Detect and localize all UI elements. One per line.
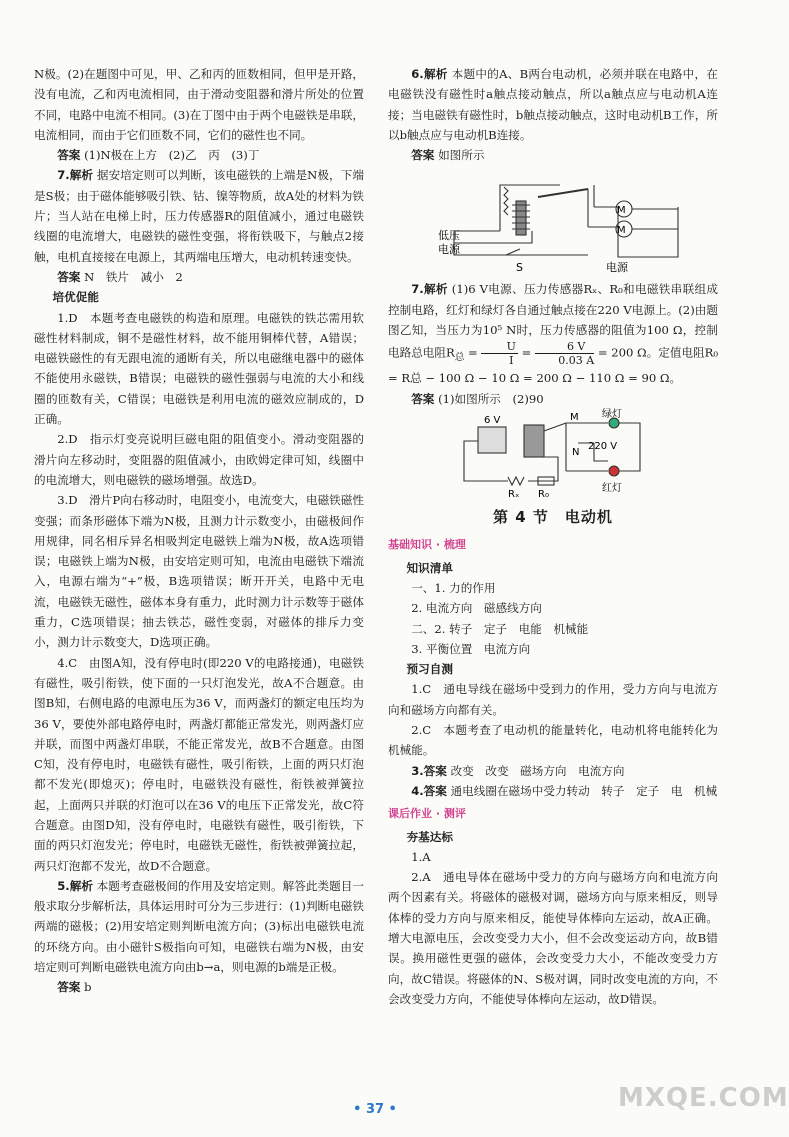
answer-label: 答案 [423, 783, 447, 798]
analysis-text-2: 200 Ω。定值电阻R₀ = R总 − 100 Ω − 10 Ω = 200 Ω − 110 Ω = 90 Ω。 [388, 345, 719, 386]
rx-label: Rₓ [508, 489, 520, 501]
fraction-u-over-i [481, 340, 517, 367]
preview-item-3 [388, 761, 718, 781]
intro-text: N极。(2)在题图中可见，甲、乙和丙的匝数相同，但甲是开路，没有电流，乙和丙电流相同，由于滑动变阻器和滑片所处的位置不同，电路中电流不相同。(3)在丁图中由于两个电磁铁是串联，电流相同，而由于它们匝数不同，它们的磁性也不同。 [34, 67, 364, 142]
knowledge-item: 2. 电流方向 磁感线方向 [411, 601, 542, 616]
item-2: 2.D 指示灯变亮说明巨磁电阻的阻值变小。滑动变阻器的滑片向左移动时，变阻器的阻值减小，由欧姆定律可知，线圈中的电流增大，则电磁铁的磁场增强。故选D。 [34, 432, 364, 487]
q7-analysis [388, 279, 718, 388]
rx-resistor [508, 477, 524, 485]
answer-text: 如图所示 [438, 148, 485, 163]
answer-text: (1)如图所示 (2)90 [438, 391, 544, 406]
homework-title: 夯基达标 [406, 829, 453, 844]
answer-text: 通电线圈在磁场中受力转动 转子 定子 电 机械 [450, 783, 718, 798]
equals: = [594, 345, 608, 360]
q-num: 3. [411, 763, 424, 778]
analysis-label: 解析 [423, 67, 448, 81]
electromagnet [524, 425, 544, 457]
analysis-label: 解析 [423, 282, 448, 297]
answer-6 [34, 145, 364, 165]
analysis-text: 据安培定则可以判断，该电磁铁的上端是N极，下端是S极；由于磁体能够吸引铁、钴、镍等物质，故A处的材料为铁片；当人站在电梯上时，压力传感器R的阻值减小，通过电磁铁线圈的电流增大，电磁铁的磁性变强，将衔铁吸下，与触点2接触，电机直接接在电源上，其两端电压增大，电动机转速变快。 [34, 168, 364, 264]
item-4: 4.C 由图A知，没有停电时(即220 V的电路接通)，电磁铁有磁性，吸引衔铁，使下面的一只灯泡发光，故A不合题意。由图B知，右侧电路的电源电压为36 V，而两盏灯的额定电压均为36 V，要使外部电路停电时，两盏灯都能正常发光，则两盏灯应并联，而图中两盏灯串联，不能正常发光，故B不合题意。由图C知，没有停电时，电磁铁有磁性，吸引衔铁，上面的两只灯泡都不发光(即熄灭)；停电时，电磁铁没有磁性，衔铁被弹簧拉起，上面两只并联的灯泡可以在36 V的电压下正常发光，故C符合题意。由图D知，没有停电时，电磁铁有磁性，吸引衔铁，下面的两只灯泡发光；停电时，电磁铁无磁性，衔铁被弹簧拉起，两只灯泡都不发光，故D不合题意。 [34, 655, 365, 873]
item-3: 3.D 滑片P向右移动时，电阻变小，电流变大，电磁铁磁性变强；而条形磁体下端为N极，且测力计示数变小，由磁极间作用规律，同名相斥异名相吸判定电磁铁上端为N极，故A选项错误；电磁铁上端为N极，由安培定则可知，电流由电磁铁下端流入，电源右端为“+”极，B选项错误；断开开关，电路中无电流，电磁铁无磁性，磁体本身有重力，此时测力计示数等于磁体重力，C选项错误；抽去铁芯，磁性变弱，对磁体的排斥力变小，测力计示数变大，D选项正确。 [34, 493, 364, 650]
q-num: 6. [411, 67, 424, 81]
left-column [34, 64, 364, 998]
electromagnet-core [516, 201, 526, 235]
subscript: 总 [454, 352, 465, 364]
numerator: U [481, 340, 517, 354]
answer-7 [388, 389, 718, 409]
m-label: M [570, 412, 579, 424]
subsection-peiyou: 培优促能 [52, 290, 99, 305]
fraction-values [535, 340, 594, 367]
q7-analysis [34, 165, 364, 266]
answer-text: (1)N极在上方 (2)乙 丙 (3)丁 [84, 148, 260, 163]
low-source-label-2: 电源 [438, 243, 460, 257]
n-label: N [572, 447, 580, 459]
v220-label: 220 V [588, 441, 618, 453]
motor-b-label: M [617, 225, 626, 237]
denominator: 0.03 A [558, 354, 595, 368]
answer-text: N 铁片 减小 2 [84, 269, 183, 284]
analysis-text: 本题中的A、B两台电动机，必须并联在电路中，在电磁铁没有磁性时a触点接动触点，所以a触点应与电动机A连接；当电磁铁有磁性时，b触点接动触点，这时电动机B工作，所以b触点应与电动机B连接。 [388, 67, 718, 142]
analysis-label: 解析 [69, 878, 93, 893]
knowledge-list-title: 知识清单 [406, 560, 453, 575]
answer-label: 答案 [423, 763, 447, 778]
knowledge-item: 一、1. 力的作用 [411, 580, 496, 595]
tag-homework: 课后作业 · 测评 [388, 807, 466, 821]
preview-test-title: 预习自测 [406, 662, 453, 677]
equals: = [464, 345, 482, 360]
switch-label: S [516, 261, 523, 275]
armature-frame [500, 185, 560, 231]
preview-item-4 [388, 781, 718, 801]
knowledge-item: 3. 平衡位置 电流方向 [411, 641, 531, 656]
answer-label: 答案 [411, 148, 435, 163]
low-source-label: 低压 [438, 229, 460, 243]
answer-5 [34, 977, 364, 997]
answer-label: 答案 [57, 980, 81, 995]
numerator: 6 V [535, 340, 594, 354]
red-label: 红灯 [602, 483, 622, 495]
denominator: I [509, 354, 514, 368]
spring [504, 187, 508, 215]
right-column [388, 64, 718, 1009]
homework-item-1: 1.A [411, 849, 431, 864]
answer-text: 改变 改变 磁场方向 电流方向 [450, 763, 625, 778]
q-num: 7. [57, 168, 70, 183]
section-title: 第 4 节 电动机 [493, 508, 613, 527]
homework-item-2: 2.A 通电导体在磁场中受力的方向与磁场方向和电流方向两个因素有关。将磁体的磁极对调，磁场方向与原来相反，则导体棒的受力方向与原来相反，能使导体棒向左运动，故A正确。增大电源电压，会改变受力大小，但不会改变运动方向，故B错误。换用磁性更强的磁体，会改变受力大小，不能改变受力方向，故C错误。将磁体的N、S极对调，同时改变电流的方向，不会改变受力方向，不能使导体棒向左运动，故D错误。 [388, 870, 718, 1006]
item-5 [34, 876, 364, 977]
q-num: 5. [57, 878, 70, 893]
battery [478, 427, 506, 453]
analysis-text: (1)6 V电源、压力传感器Rₓ、R₀和电磁铁串联组成控制电路，红灯和绿灯各自通过触点接在220 V电源上。(2)由题图乙知，当压力为10⁵ N时，压力传感器的阻值为100 Ω，控制电路总电阻R [388, 282, 718, 360]
relay-motor-circuit-figure [388, 167, 718, 275]
watermark: MXQE.COM [618, 1083, 789, 1113]
r0-label: R₀ [538, 489, 549, 501]
preview-item-1: 1.C 通电导线在磁场中受到力的作用，受力方向与电流方向和磁场方向都有关。 [388, 682, 718, 717]
lamp-return [619, 423, 640, 471]
tag-basic-knowledge: 基础知识 · 梳理 [388, 538, 466, 552]
source-label: 电源 [606, 261, 628, 275]
green-label: 绿灯 [602, 409, 622, 421]
answer-6 [388, 145, 718, 165]
answer-label: 答案 [57, 148, 81, 163]
motor-wiring [588, 185, 678, 257]
answer-7 [34, 267, 364, 287]
page-number: • 37 • [353, 1102, 397, 1117]
preview-item-2: 2.C 本题考查了电动机的能量转化，电动机将电能转化为机械能。 [388, 723, 718, 758]
red-lamp [609, 466, 619, 476]
armature [538, 189, 588, 197]
motor-leads [632, 209, 678, 229]
traffic-light-circuit-figure [388, 409, 718, 501]
analysis-label: 解析 [69, 168, 94, 183]
switch-lever [506, 249, 520, 255]
q-num: 7. [411, 282, 424, 297]
answer-label: 答案 [57, 269, 81, 284]
v6-label: 6 V [484, 415, 501, 427]
analysis-text: 本题考查磁极间的作用及安培定则。解答此类题目一般求取分步解析法，具体运用时可分为三步进行：(1)判断电磁铁两端的磁极；(2)用安培定则判断电流方向；(3)标出电磁铁电流的环绕方向。由小磁针S极指向可知，电磁铁右端为N极，由安培定则可判断电磁铁电流方向由b→a，则电源的b端是正极。 [34, 878, 364, 975]
q-num: 4. [411, 783, 424, 798]
item-1: 1.D 本题考查电磁铁的构造和原理。电磁铁的铁芯需用软磁性材料制成，铜不是磁性材料，故不能用铜棒代替，A错误；电磁铁磁性的有无跟电流的通断有关，所以电磁继电器中的磁体不能使用永磁铁，B错误；电磁铁的磁性强弱与电流的大小和线圈的匝数有关，C错误；电磁铁是利用电流的磁效应制成的，D正确。 [34, 310, 364, 427]
motor-a-label: M [617, 205, 626, 217]
equals: = [517, 345, 536, 360]
answer-label: 答案 [411, 391, 435, 406]
answer-text: b [84, 980, 92, 995]
q6-analysis [388, 64, 718, 145]
knowledge-item: 二、2. 转子 定子 电能 机械能 [411, 621, 589, 636]
